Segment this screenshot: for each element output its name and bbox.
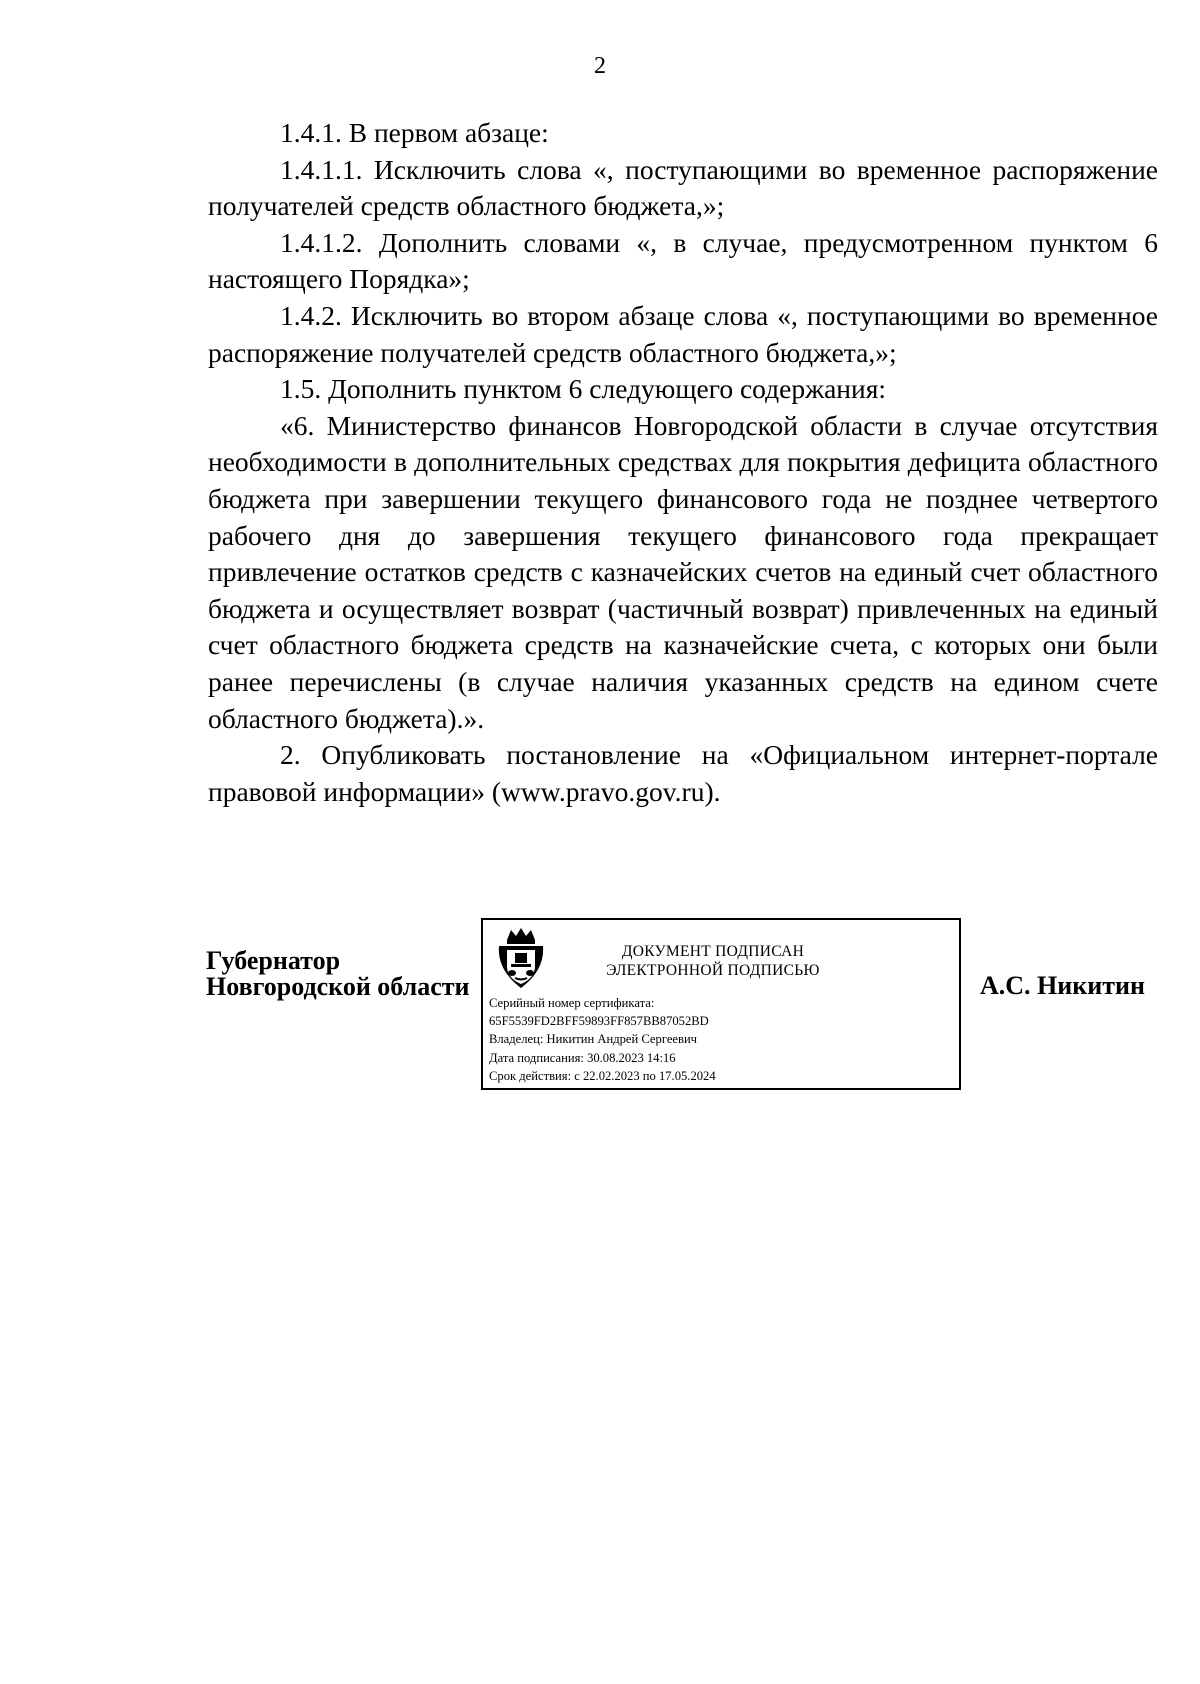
esig-heading-line-1: ДОКУМЕНТ ПОДПИСАН xyxy=(621,943,805,960)
signer-position-line-1: Губернатор xyxy=(206,946,341,975)
esig-details xyxy=(489,994,716,1085)
signer-position-line-2: Новгородской области xyxy=(206,972,470,1001)
esig-serial-label: Серийный номер сертификата: xyxy=(489,996,655,1010)
page-number: 2 xyxy=(594,53,606,79)
paragraph-1-4-1-2: 1.4.1.2. Дополнить словами «, в случае, предусмотренном пунктом 6 настоящего Порядка»; xyxy=(208,226,1158,295)
paragraph-1-4-2: 1.4.2. Исключить во втором абзаце слова «, поступающими во временное распоряжение получателей средств областного бюджета,»; xyxy=(208,299,1158,368)
esig-heading-line-2: ЭЛЕКТРОННОЙ ПОДПИСЬЮ xyxy=(606,962,820,979)
esig-serial-value: 65F5539FD2BFF59893FF857BB87052BD xyxy=(489,1014,709,1029)
novgorod-coat-of-arms-icon xyxy=(493,926,549,990)
signer-name: А.С. Никитин xyxy=(980,971,1145,1000)
esig-owner: Владелец: Никитин Андрей Сергеевич xyxy=(489,1032,698,1047)
signer-position xyxy=(206,948,470,1000)
paragraph-2-publish: 2. Опубликовать постановление на «Официальном интернет-портале правовой информации» (www.pravo.gov.ru). xyxy=(208,739,1158,807)
document-body xyxy=(208,115,1158,810)
paragraph-1-5: 1.5. Дополнить пунктом 6 следующего содержания: xyxy=(280,373,886,405)
esig-validity: Срок действия: с 22.02.2023 по 17.05.2024 xyxy=(489,1068,716,1083)
electronic-signature-stamp xyxy=(481,918,961,1090)
signature-block xyxy=(0,918,1200,1118)
paragraph-1-4-1-1: 1.4.1.1. Исключить слова «, поступающими во временное распоряжение получателей средств областного бюджета,»; xyxy=(208,153,1158,222)
esig-signed-date: Дата подписания: 30.08.2023 14:16 xyxy=(489,1050,676,1065)
paragraph-1-4-1: 1.4.1. В первом абзаце: xyxy=(280,117,549,148)
esig-heading xyxy=(563,942,863,980)
paragraph-item-6: «6. Министерство финансов Новгородской области в случае отсутствия необходимости в дополнительных средствах для покрытия дефицита областного бюджета при завершении текущего финансового года не позднее четвертого рабочего дня до завершения текущего финансового года прекращает привлечение остатков средств с казначейских счетов на единый счет областного бюджета и осуществляет возврат (частичный возврат) привлеченных на единый счет областного бюджета средств на казначейские счета, с которых они были ранее перечислены (в случае наличия указанных средств на едином счете областного бюджета).». xyxy=(208,409,1158,734)
